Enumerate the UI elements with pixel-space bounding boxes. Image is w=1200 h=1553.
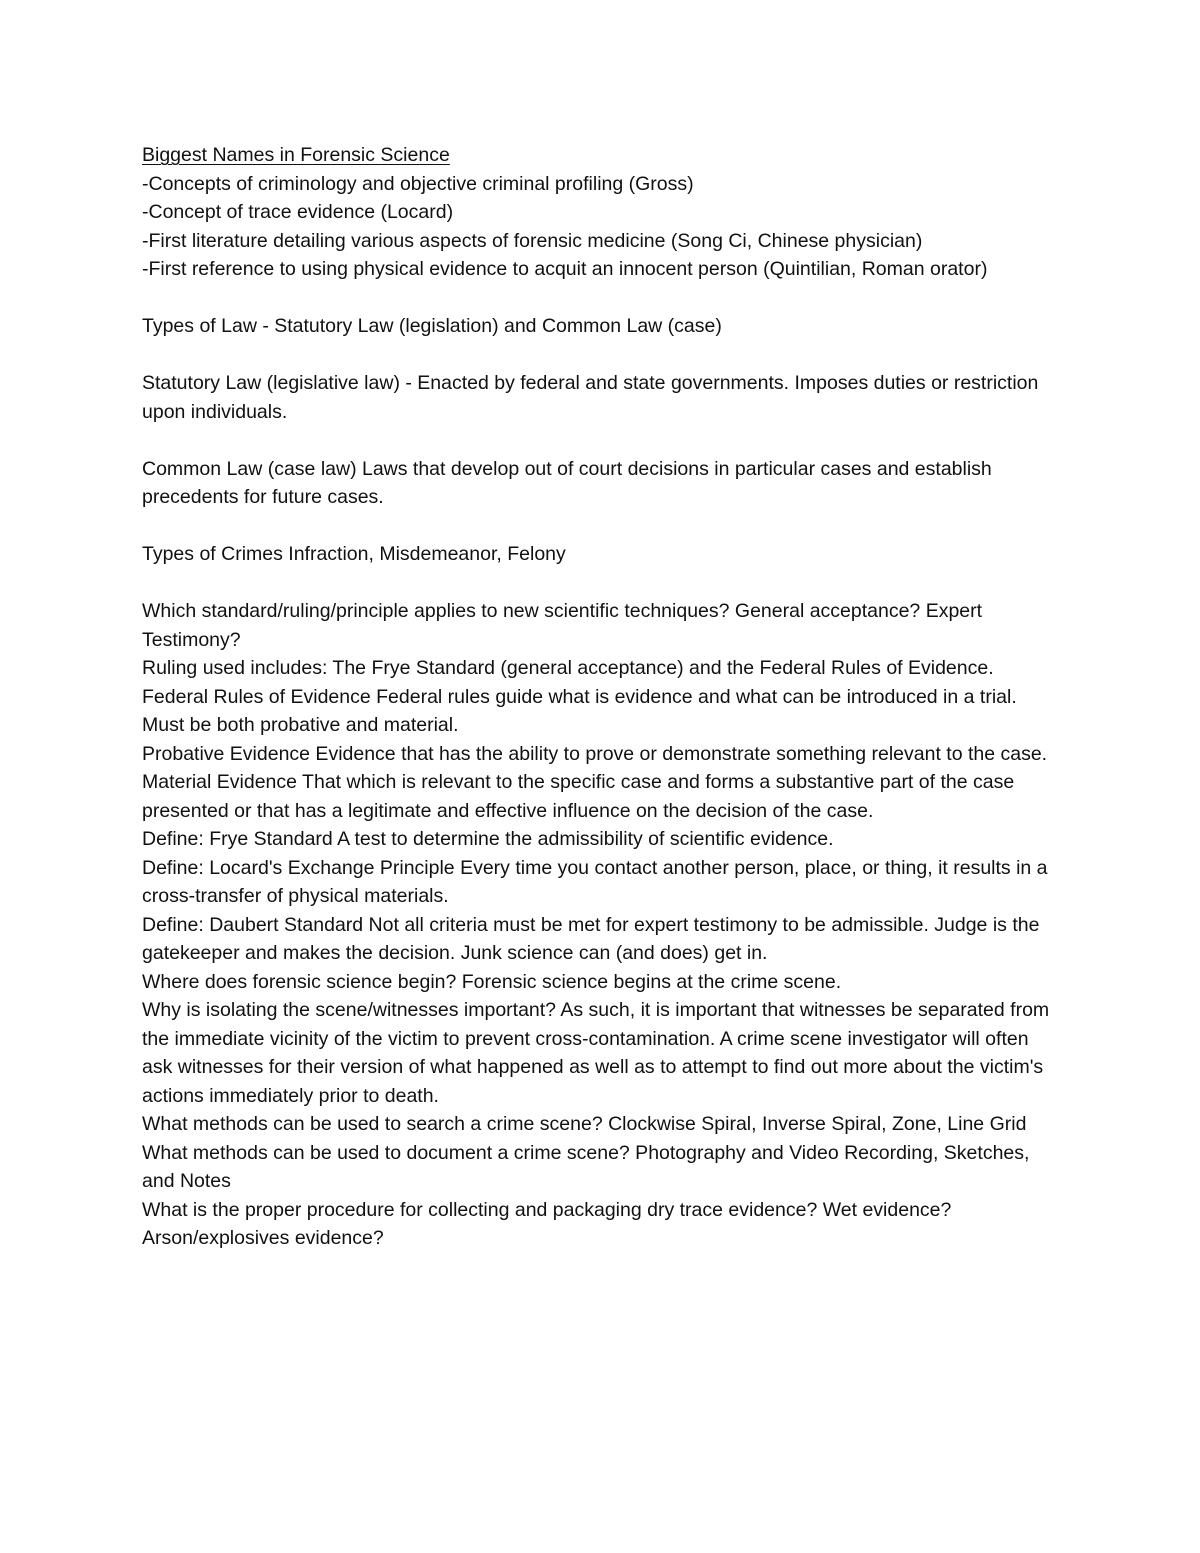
forensic-name-song-ci: -First literature detailing various aspects of forensic medicine (Song Ci, Chinese physician) <box>142 229 923 252</box>
qa-material-evidence: Material Evidence That which is relevant to the specific case and forms a substantive part of the case presented or that has a legitimate and effective influence on the decision of the case. <box>142 771 1020 822</box>
paragraph-gap <box>142 341 1062 370</box>
paragraph-gap <box>142 426 1062 455</box>
paragraph-gap <box>142 284 1062 313</box>
qa-federal-rules: Federal Rules of Evidence Federal rules guide what is evidence and what can be introduced in a trial. Must be both probative and material. <box>142 685 1023 736</box>
forensic-name-gross: -Concepts of criminology and objective criminal profiling (Gross) <box>142 172 694 195</box>
paragraph-gap <box>142 569 1062 598</box>
qa-daubert-standard: Define: Daubert Standard Not all criteria must be met for expert testimony to be admissible. Judge is the gatekeeper and makes the decision. Junk science can (and does) get in. <box>142 913 1045 964</box>
document-body <box>142 141 1062 1253</box>
common-law-paragraph: Common Law (case law) Laws that develop out of court decisions in particular cases and establish precedents for future cases. <box>142 457 998 508</box>
qa-ruling-used: Ruling used includes: The Frye Standard (general acceptance) and the Federal Rules of Evidence. <box>142 657 994 679</box>
qa-forensic-begin: Where does forensic science begin? Forensic science begins at the crime scene. <box>142 970 842 993</box>
types-of-crimes-paragraph: Types of Crimes Infraction, Misdemeanor, Felony <box>142 543 566 565</box>
qa-frye-standard: Define: Frye Standard A test to determine the admissibility of scientific evidence. <box>142 828 834 850</box>
qa-search-methods: What methods can be used to search a crime scene? Clockwise Spiral, Inverse Spiral, Zone, Line Grid <box>142 1113 1027 1135</box>
qa-isolating-scene: Why is isolating the scene/witnesses important? As such, it is important that witnesses be separated from the immediate vicinity of the victim to prevent cross-contamination. A crime scene investigator will often ask witnesses for their version of what happened as well as to attempt to find out more about the victim's actions immediately prior to death. <box>142 999 1055 1107</box>
document-title: Biggest Names in Forensic Science <box>142 144 450 166</box>
qa-document-methods: What methods can be used to document a crime scene? Photography and Video Recording, Sketches, and Notes <box>142 1141 1035 1192</box>
statutory-law-paragraph: Statutory Law (legislative law) - Enacted by federal and state governments. Imposes duties or restriction upon individuals. <box>142 372 1044 423</box>
paragraph-gap <box>142 512 1062 541</box>
qa-collecting-procedure: What is the proper procedure for collecting and packaging dry trace evidence? Wet evidence? Arson/explosives evidence? <box>142 1198 956 1249</box>
qa-locard-principle: Define: Locard's Exchange Principle Every time you contact another person, place, or thing, it results in a cross-transfer of physical materials. <box>142 856 1053 907</box>
types-of-law-paragraph: Types of Law - Statutory Law (legislation) and Common Law (case) <box>142 315 722 337</box>
forensic-name-quintilian: -First reference to using physical evidence to acquit an innocent person (Quintilian, Roman orator) <box>142 258 988 280</box>
forensic-name-locard: -Concept of trace evidence (Locard) <box>142 201 454 223</box>
qa-scientific-techniques: Which standard/ruling/principle applies to new scientific techniques? General acceptance? Expert Testimony? <box>142 600 988 651</box>
qa-probative-evidence: Probative Evidence Evidence that has the ability to prove or demonstrate something relevant to the case. <box>142 742 1048 765</box>
